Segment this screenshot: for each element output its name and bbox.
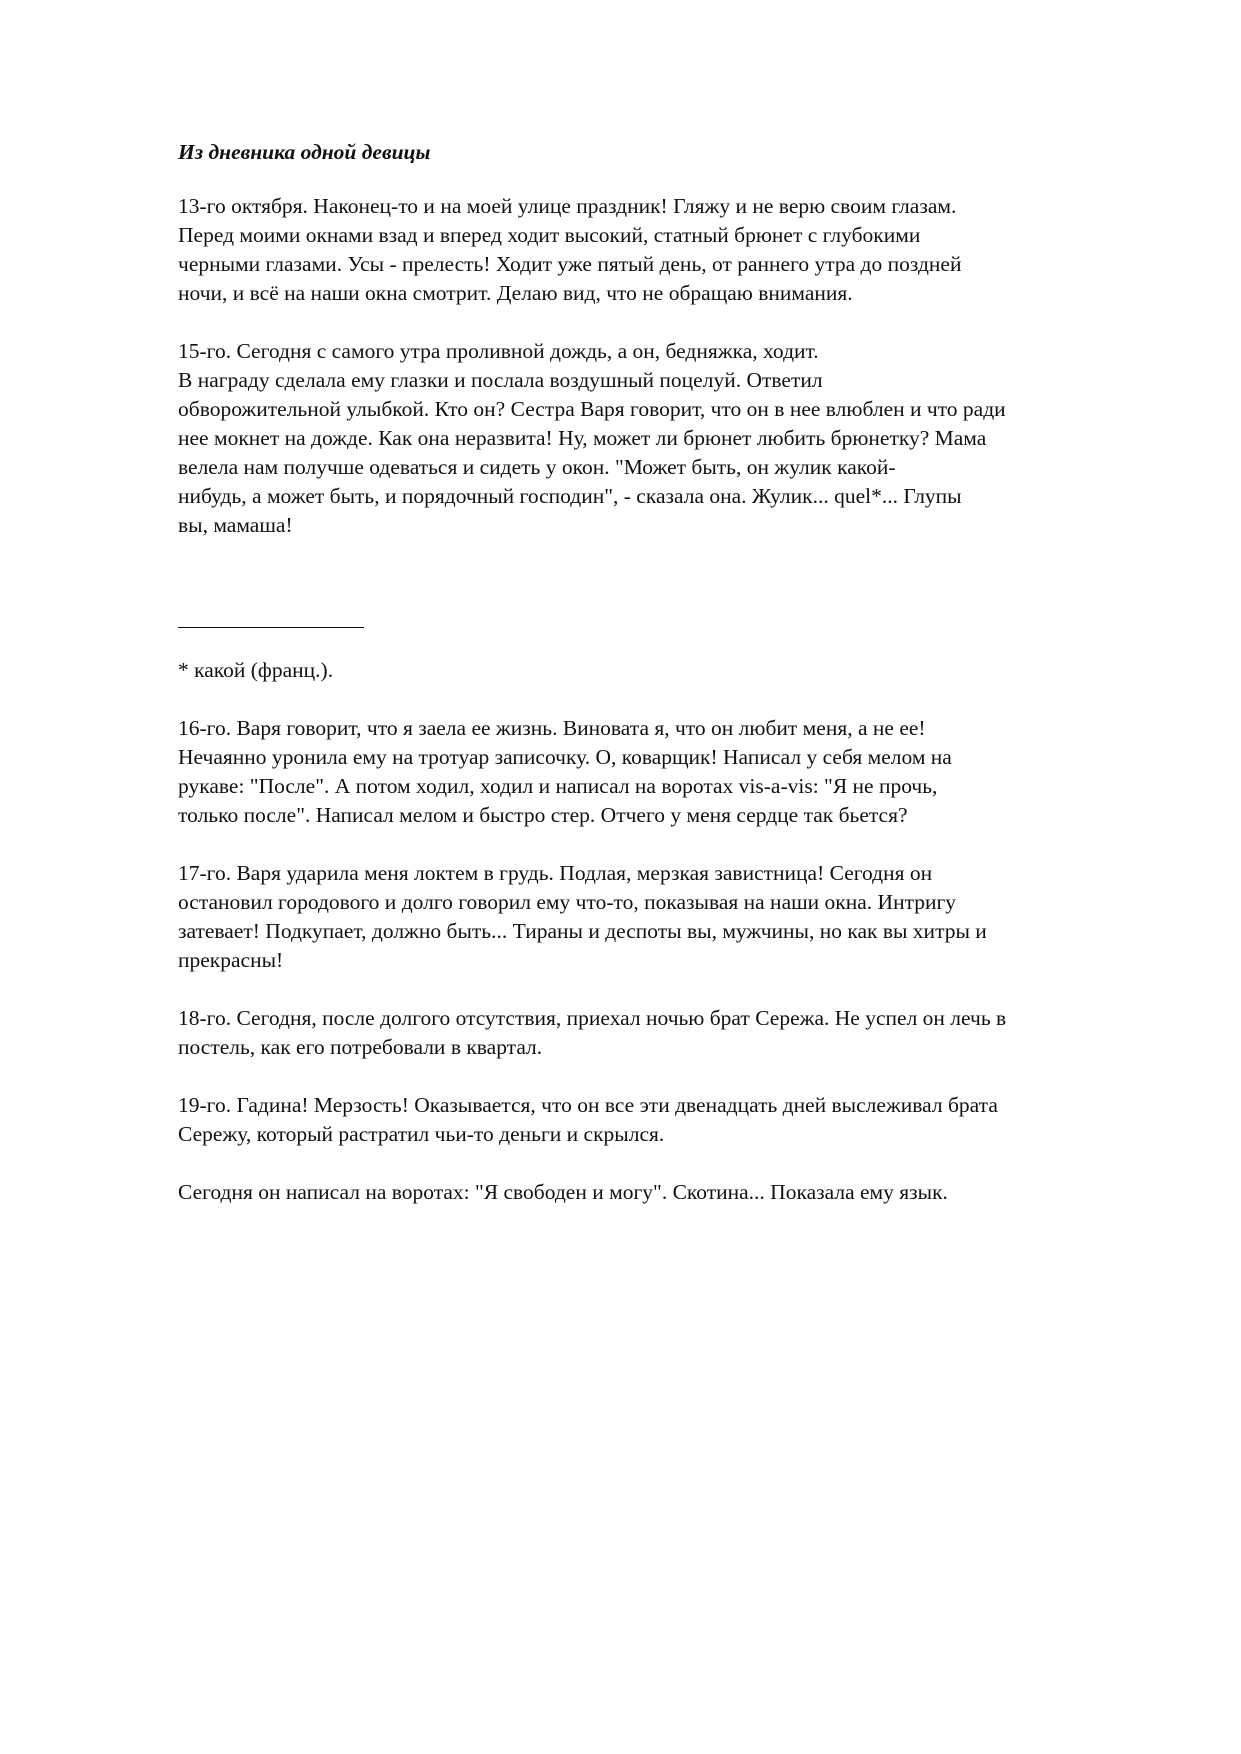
diary-entry-18 — [178, 1004, 1163, 1062]
footnote-rule — [178, 627, 364, 628]
document-title: Из дневника одной девицы — [178, 140, 431, 164]
diary-entry-19-continued — [178, 1178, 1163, 1207]
diary-entry-19 — [178, 1091, 1163, 1149]
text-line: 19-го. Гадина! Мерзость! Оказывается, что он все эти двенадцать дней выслеживал брата — [178, 1093, 998, 1117]
text-line: Сегодня он написал на воротах: "Я свободен и могу". Скотина... Показала ему язык. — [178, 1180, 948, 1204]
text-line: остановил городового и долго говорил ему что-то, показывая на наши окна. Интригу — [178, 890, 957, 914]
text-line: только после". Написал мелом и быстро стер. Отчего у меня сердце так бьется? — [178, 803, 908, 827]
text-line: 17-го. Варя ударила меня локтем в грудь. Подлая, мерзкая завистница! Сегодня он — [178, 861, 933, 885]
text-line: 16-го. Варя говорит, что я заела ее жизнь. Виновата я, что он любит меня, а не ее! — [178, 716, 926, 740]
footnote-separator — [178, 569, 1163, 627]
text-line: велела нам получше одеваться и сидеть у окон. "Может быть, он жулик какой- — [178, 455, 896, 479]
diary-entry-17 — [178, 859, 1163, 975]
text-line: вы, мамаша! — [178, 513, 293, 537]
text-line: обворожительной улыбкой. Кто он? Сестра Варя говорит, что он в нее влюблен и что ради — [178, 397, 1006, 421]
text-line: Перед моими окнами взад и вперед ходит высокий, статный брюнет с глубокими — [178, 223, 921, 247]
diary-entry-15 — [178, 337, 1163, 540]
text-line: рукаве: "После". А потом ходил, ходил и написал на воротах vis-a-vis: "Я не прочь, — [178, 774, 938, 798]
text-line: черными глазами. Усы - прелесть! Ходит уже пятый день, от раннего утра до поздней — [178, 252, 962, 276]
text-line: ночи, и всё на наши окна смотрит. Делаю вид, что не обращаю внимания. — [178, 281, 853, 305]
text-line: 13-го октября. Наконец-то и на моей улице праздник! Гляжу и не верю своим глазам. — [178, 194, 957, 218]
text-line: 18-го. Сегодня, после долгого отсутствия, приехал ночью брат Сережа. Не успел он лечь в — [178, 1006, 1007, 1030]
footnote — [178, 656, 1163, 685]
text-line: затевает! Подкупает, должно быть... Тираны и деспоты вы, мужчины, но как вы хитры и — [178, 919, 987, 943]
diary-entry-16 — [178, 714, 1163, 830]
text-line: Нечаянно уронила ему на тротуар записочку. О, коварщик! Написал у себя мелом на — [178, 745, 952, 769]
diary-entry-oct-13 — [178, 192, 1163, 308]
document-body — [178, 138, 1163, 1236]
footnote-text: * какой (франц.). — [178, 658, 334, 682]
text-line: постель, как его потребовали в квартал. — [178, 1035, 543, 1059]
text-line: 15-го. Сегодня с самого утра проливной дождь, а он, бедняжка, ходит. — [178, 339, 819, 363]
text-line: прекрасны! — [178, 948, 284, 972]
text-line: Сережу, который растратил чьи-то деньги и скрылся. — [178, 1122, 665, 1146]
text-line: нее мокнет на дожде. Как она неразвита! Ну, может ли брюнет любить брюнетку? Мама — [178, 426, 987, 450]
text-line: нибудь, а может быть, и порядочный господин", - сказала она. Жулик... quel*... Глупы — [178, 484, 962, 508]
text-line: В награду сделала ему глазки и послала воздушный поцелуй. Ответил — [178, 368, 823, 392]
